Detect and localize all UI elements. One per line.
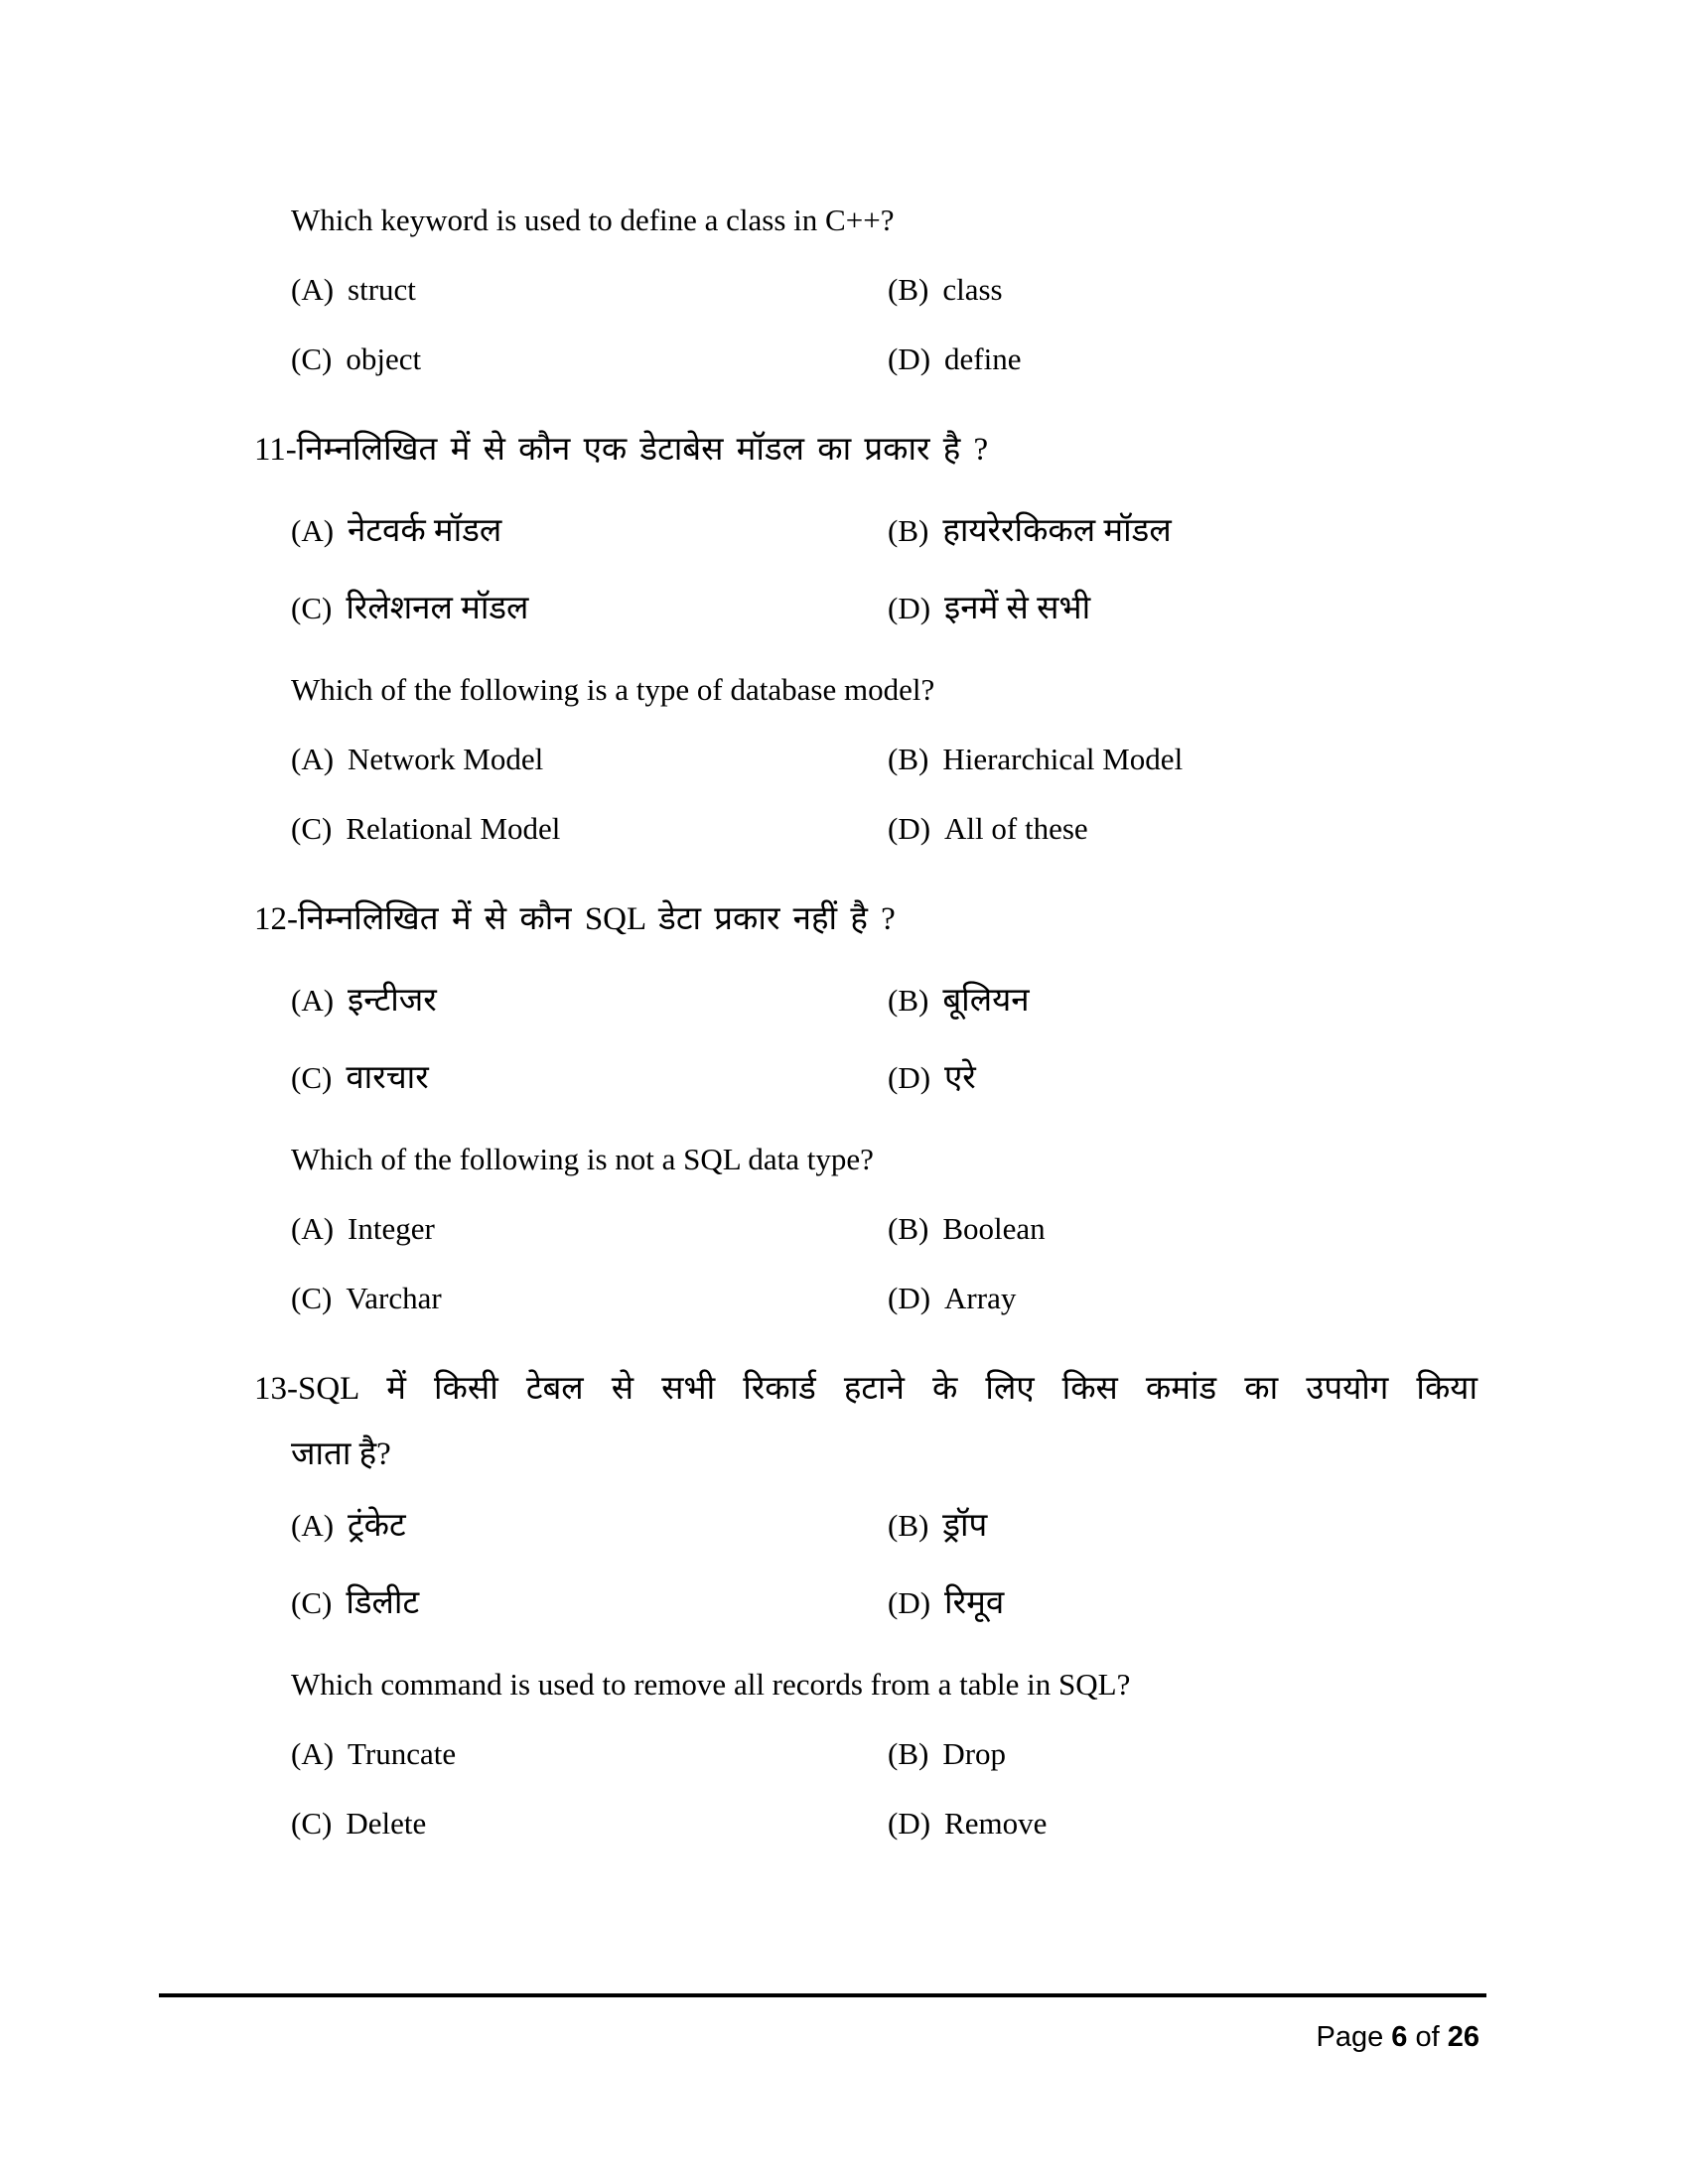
question-text-hindi: SQL में किसी टेबल से सभी रिकार्ड हटाने के लिए किस कमांड का उपयोग किया — [298, 1371, 1477, 1407]
option-text: वारचार — [346, 1060, 429, 1096]
option-text: एरे — [944, 1060, 976, 1096]
options-grid — [291, 738, 1477, 851]
option-text: Array — [944, 1281, 1017, 1315]
page-footer — [1316, 2021, 1479, 2054]
option-label: (B) — [888, 1211, 929, 1246]
option-label: (B) — [888, 983, 929, 1018]
option-b — [888, 1207, 1477, 1251]
option-b — [888, 1502, 1477, 1550]
option-label: (A) — [291, 1508, 335, 1543]
option-text: नेटवर्क मॉडल — [348, 513, 502, 549]
question-text-english: Which of the following is a type of database model? — [291, 672, 935, 707]
options-grid — [291, 1502, 1477, 1627]
option-label: (B) — [888, 272, 929, 307]
option-label: (D) — [888, 1585, 931, 1620]
option-text: इन्टीजर — [348, 983, 437, 1019]
options-grid — [291, 1732, 1477, 1845]
option-label: (D) — [888, 1281, 931, 1315]
option-a — [291, 1732, 888, 1776]
question-number: 11- — [254, 432, 297, 468]
question-11-english-part — [254, 668, 1477, 851]
question-text-hindi: निम्नलिखित में से कौन एक डेटाबेस मॉडल का प्रकार है ? — [296, 432, 989, 468]
option-text: इनमें से सभी — [944, 591, 1091, 626]
footer-total-pages: 26 — [1447, 2021, 1479, 2053]
option-label: (B) — [888, 1736, 929, 1771]
options-grid — [291, 977, 1477, 1102]
question-number: 12- — [254, 901, 298, 937]
option-label: (A) — [291, 1211, 335, 1246]
question-text-hindi: निम्नलिखित में से कौन SQL डेटा प्रकार नहीं है ? — [298, 901, 896, 937]
footer-of-label: of — [1415, 2021, 1440, 2053]
option-text: बूलियन — [942, 983, 1030, 1019]
option-label: (A) — [291, 1736, 335, 1771]
option-text: Remove — [944, 1806, 1048, 1841]
option-label: (C) — [291, 811, 333, 846]
options-grid — [291, 1207, 1477, 1320]
option-a — [291, 1502, 888, 1550]
option-d — [888, 1277, 1477, 1320]
question-11-hindi-part — [254, 426, 1477, 632]
option-label: (A) — [291, 983, 335, 1018]
option-a — [291, 738, 888, 781]
option-text: Hierarchical Model — [942, 742, 1184, 776]
option-b — [888, 507, 1477, 555]
option-b — [888, 738, 1477, 781]
question-heading-hindi-line1 — [254, 1365, 1477, 1413]
question-heading-hindi — [254, 426, 1477, 474]
footer-current-page: 6 — [1391, 2021, 1408, 2053]
questions-area — [254, 199, 1477, 1881]
option-text: रिलेशनल मॉडल — [346, 591, 529, 626]
option-text: Varchar — [346, 1281, 442, 1315]
footer-page-label: Page — [1316, 2021, 1384, 2053]
option-text: define — [944, 341, 1022, 376]
question-text-english: Which keyword is used to define a class in C++? — [291, 203, 895, 237]
option-text: Delete — [346, 1806, 427, 1841]
option-a — [291, 268, 888, 312]
option-label: (D) — [888, 341, 931, 376]
option-text: ड्रॉप — [942, 1508, 988, 1544]
option-c — [291, 585, 888, 632]
option-c — [291, 1802, 888, 1845]
question-text-english: Which of the following is not a SQL data type? — [291, 1142, 874, 1176]
option-label: (B) — [888, 513, 929, 548]
option-label: (C) — [291, 1585, 333, 1620]
question-13-hindi-part — [254, 1365, 1477, 1627]
footer-divider-line — [159, 1993, 1486, 1997]
option-label: (C) — [291, 1281, 333, 1315]
option-text: रिमूव — [944, 1585, 1005, 1621]
options-grid — [291, 268, 1477, 381]
question-number: 13- — [254, 1371, 298, 1407]
option-text: class — [942, 272, 1003, 307]
option-text: Drop — [942, 1736, 1007, 1771]
option-b — [888, 977, 1477, 1024]
question-13-english-part — [254, 1663, 1477, 1845]
option-a — [291, 1207, 888, 1251]
option-d — [888, 338, 1477, 381]
option-label: (D) — [888, 1060, 931, 1095]
option-text: struct — [348, 272, 416, 307]
option-label: (A) — [291, 272, 335, 307]
option-text: ट्रंकेट — [348, 1508, 406, 1544]
option-b — [888, 1732, 1477, 1776]
option-label: (B) — [888, 742, 929, 776]
option-b — [888, 268, 1477, 312]
option-d — [888, 1579, 1477, 1627]
option-label: (C) — [291, 1060, 333, 1095]
option-d — [888, 1054, 1477, 1102]
option-d — [888, 585, 1477, 632]
option-d — [888, 807, 1477, 851]
options-grid — [291, 507, 1477, 632]
option-a — [291, 977, 888, 1024]
question-12-hindi-part — [254, 895, 1477, 1102]
option-text: हायरेरकिकल मॉडल — [942, 513, 1172, 549]
option-a — [291, 507, 888, 555]
option-text: object — [346, 341, 422, 376]
question-text-english: Which command is used to remove all records from a table in SQL? — [291, 1667, 1131, 1702]
option-label: (A) — [291, 742, 335, 776]
option-label: (D) — [888, 1806, 931, 1841]
question-heading-hindi-line2: जाता है? — [291, 1436, 391, 1472]
option-label: (B) — [888, 1508, 929, 1543]
question-10-english-part — [254, 199, 1477, 381]
option-text: Relational Model — [346, 811, 561, 846]
option-label: (D) — [888, 811, 931, 846]
option-label: (C) — [291, 1806, 333, 1841]
option-label: (A) — [291, 513, 335, 548]
option-text: Truncate — [348, 1736, 457, 1771]
option-c — [291, 1579, 888, 1627]
option-c — [291, 807, 888, 851]
option-text: Boolean — [942, 1211, 1046, 1246]
option-text: Network Model — [348, 742, 544, 776]
question-heading-hindi — [254, 895, 1477, 943]
option-d — [888, 1802, 1477, 1845]
option-c — [291, 1054, 888, 1102]
option-c — [291, 338, 888, 381]
option-text: All of these — [944, 811, 1088, 846]
option-c — [291, 1277, 888, 1320]
option-text: डिलीट — [346, 1585, 420, 1621]
option-label: (C) — [291, 591, 333, 625]
option-label: (D) — [888, 591, 931, 625]
option-label: (C) — [291, 341, 333, 376]
question-12-english-part — [254, 1138, 1477, 1320]
option-text: Integer — [348, 1211, 435, 1246]
